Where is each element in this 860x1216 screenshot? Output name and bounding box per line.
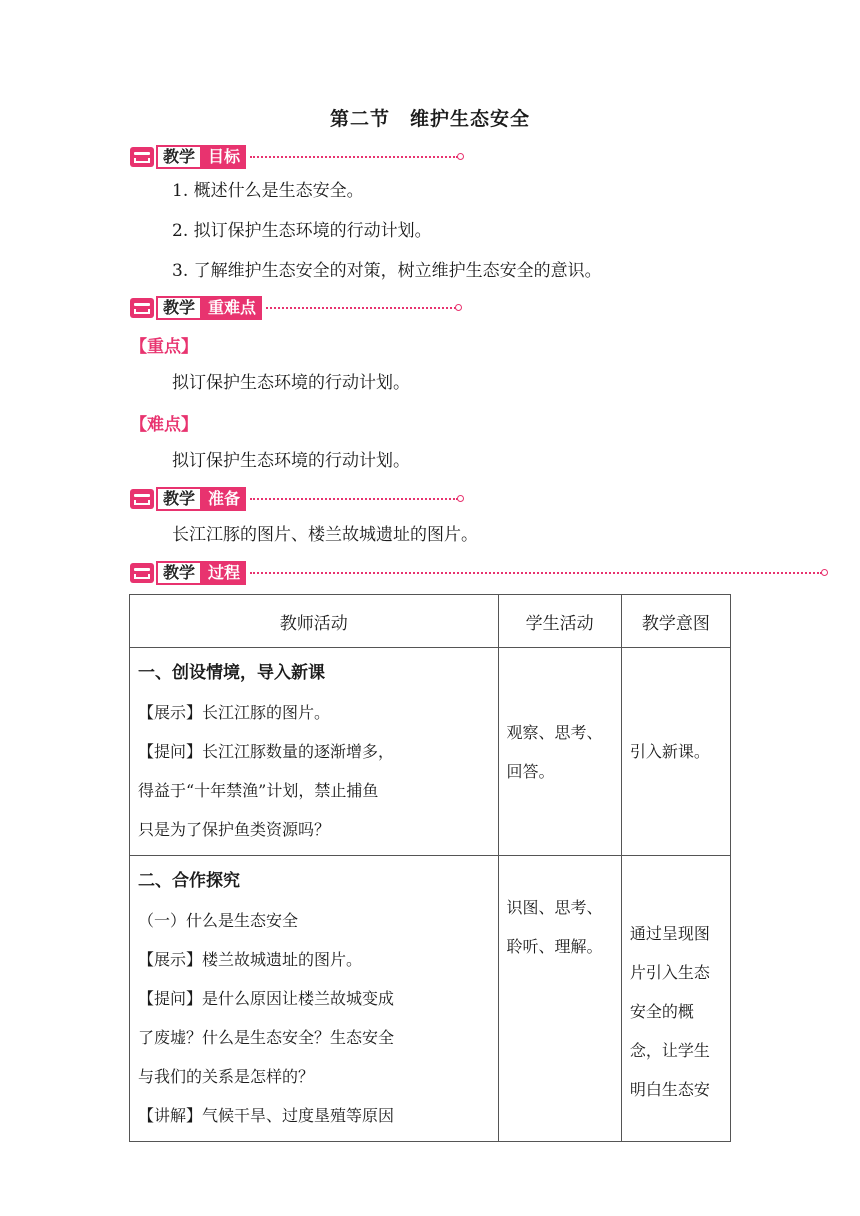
cell-line: 识图、思考、	[506, 898, 603, 917]
section-tag-b: 目标	[202, 145, 246, 169]
section-header-objectives	[130, 145, 458, 169]
section-header-process	[130, 561, 822, 585]
stage-heading: 二、合作探究	[138, 871, 240, 891]
cell-line: 【提问】长江江豚数量的逐渐增多，	[138, 742, 395, 761]
cell-line: 安全的概	[629, 1002, 694, 1021]
difficulty-text: 拟订保护生态环境的行动计划。	[172, 451, 410, 471]
cell-line: 引入新课。	[629, 742, 710, 761]
stage-heading: 一、创设情境，导入新课	[138, 663, 325, 683]
dotted-divider	[266, 307, 456, 309]
cell-line: 观察、思考、	[506, 722, 603, 742]
section-tag-a: 教学	[156, 145, 202, 169]
objective-item: 3. 了解维护生态安全的对策，树立维护生态安全的意识。	[172, 261, 602, 281]
book-icon	[130, 563, 154, 583]
teaching-intent-cell	[621, 648, 730, 856]
cell-line: 【展示】长江江豚的图片。	[138, 703, 331, 722]
cell-line: 得益于“十年禁渔”计划，禁止捕鱼	[138, 781, 379, 800]
cell-line: 明白生态安	[629, 1080, 710, 1099]
section-tag-a: 教学	[156, 561, 202, 585]
column-header: 教师活动	[130, 595, 499, 648]
cell-line: 【展示】楼兰故城遗址的图片。	[138, 950, 363, 969]
column-header: 学生活动	[498, 595, 621, 648]
cell-line: 通过呈现图	[629, 924, 710, 943]
teacher-activity-cell	[130, 856, 499, 1142]
book-icon	[130, 147, 154, 167]
table-row	[130, 648, 731, 856]
cell-line: 回答。	[506, 761, 555, 781]
table-header-row	[130, 595, 731, 648]
cell-line: 了废墟？什么是生态安全？生态安全	[138, 1028, 395, 1047]
section-tag-b: 过程	[202, 561, 246, 585]
cell-line: （一）什么是生态安全	[138, 911, 299, 930]
cell-line: 【提问】是什么原因让楼兰故城变成	[138, 989, 395, 1008]
section-header-preparation	[130, 487, 458, 511]
section-tag-b: 准备	[202, 487, 246, 511]
objective-item: 2. 拟订保护生态环境的行动计划。	[172, 221, 432, 241]
process-table	[129, 594, 731, 1142]
section-tag-b: 重难点	[202, 296, 262, 320]
column-header: 教学意图	[621, 595, 730, 648]
preparation-text: 长江江豚的图片、楼兰故城遗址的图片。	[172, 525, 478, 545]
focus-text: 拟订保护生态环境的行动计划。	[172, 373, 410, 393]
cell-line: 片引入生态	[629, 963, 710, 982]
book-icon	[130, 298, 154, 318]
student-activity-cell	[498, 648, 621, 856]
page-title: 第二节 维护生态安全	[329, 108, 530, 130]
dotted-divider	[250, 156, 458, 158]
focus-label: 【重点】	[130, 337, 198, 357]
table-row	[130, 856, 731, 1142]
difficulty-label: 【难点】	[130, 415, 198, 435]
section-header-key-points	[130, 296, 456, 320]
section-tag-a: 教学	[156, 487, 202, 511]
dotted-divider	[250, 498, 458, 500]
cell-line: 【讲解】气候干旱、过度垦殖等原因	[138, 1106, 395, 1125]
cell-line: 念，让学生	[629, 1041, 710, 1060]
cell-line: 聆听、理解。	[506, 937, 603, 956]
teaching-intent-cell	[621, 856, 730, 1142]
section-tag-a: 教学	[156, 296, 202, 320]
objective-item: 1. 概述什么是生态安全。	[172, 181, 364, 201]
student-activity-cell	[498, 856, 621, 1142]
cell-line: 与我们的关系是怎样的？	[138, 1067, 315, 1086]
cell-line: 只是为了保护鱼类资源吗？	[138, 820, 331, 839]
dotted-divider	[250, 572, 822, 574]
teacher-activity-cell	[130, 648, 499, 856]
book-icon	[130, 489, 154, 509]
